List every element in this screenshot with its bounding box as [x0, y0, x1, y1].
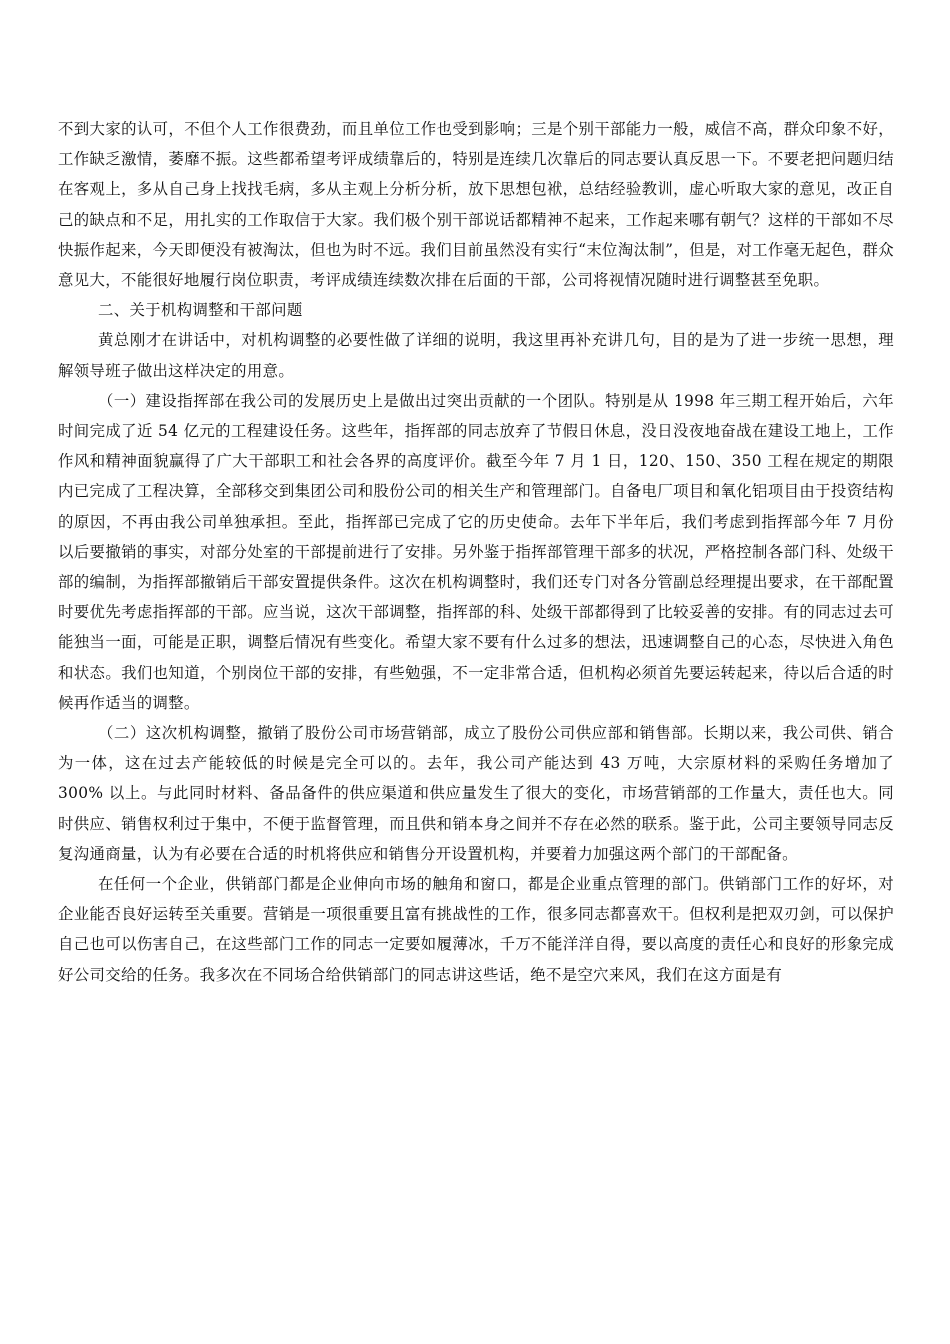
- paragraph-item-2: （二）这次机构调整，撤销了股份公司市场营销部，成立了股份公司供应部和销售部。长期以来，我公司供、销合为一体，这在过去产能较低的时候是完全可以的。去年，我公司产能达到 43 万吨，大宗原材料的采购任务增加了 300% 以上。与此同时材料、备品备件的供应渠道和供应量发生了很大的变化，市场营销部的工作量大，责任也大。同时供应、销售权利过于集中，不便于监督管理，而且供和销本身之间并不存在必然的联系。鉴于此，公司主要领导同志反复沟通商量，认为有必要在合适的时机将供应和销售分开设置机构，并要着力加强这两个部门的干部配备。: [58, 724, 894, 863]
- section-heading: 二、关于机构调整和干部问题: [98, 301, 303, 320]
- document-body: [58, 114, 894, 990]
- paragraph-item-1: （一）建设指挥部在我公司的发展历史上是做出过突出贡献的一个团队。特别是从 1998 年三期工程开始后，六年时间完成了近 54 亿元的工程建设任务。这些年，指挥部的同志放弃了节假日休息，没日没夜地奋战在建设工地上，工作作风和精神面貌赢得了广大干部职工和社会各界的高度评价。截至今年 7 月 1 日，120、150、350 工程在规定的期限内已完成了工程决算，全部移交到集团公司和股份公司的相关生产和管理部门。自备电厂项目和氧化铝项目由于投资结构的原因，不再由我公司单独承担。至此，指挥部已完成了它的历史使命。去年下半年后，我们考虑到指挥部今年 7 月份以后要撤销的事实，对部分处室的干部提前进行了安排。另外鉴于指挥部管理干部多的状况，严格控制各部门科、处级干部的编制，为指挥部撤销后干部安置提供条件。这次在机构调整时，我们还专门对各分管副总经理提出要求，在干部配置时要优先考虑指挥部的干部。应当说，这次干部调整，指挥部的科、处级干部都得到了比较妥善的安排。有的同志过去可能独当一面，可能是正职，调整后情况有些变化。希望大家不要有什么过多的想法，迅速调整自己的心态，尽快进入角色和状态。我们也知道，个别岗位干部的安排，有些勉强，不一定非常合适，但机构必须首先要运转起来，待以后合适的时候再作适当的调整。: [58, 391, 894, 712]
- paragraph-intro: 黄总刚才在讲话中，对机构调整的必要性做了详细的说明，我这里再补充讲几句，目的是为了进一步统一思想，理解领导班子做出这样决定的用意。: [58, 331, 894, 380]
- paragraph-continuation: 不到大家的认可，不但个人工作很费劲，而且单位工作也受到影响；三是个别干部能力一般，威信不高，群众印象不好，工作缺乏激情，萎靡不振。这些都希望考评成绩靠后的，特别是连续几次靠后的同志要认真反思一下。不要老把问题归结在客观上，多从自己身上找找毛病，多从主观上分析分析，放下思想包袱，总结经验教训，虚心听取大家的意见，改正自己的缺点和不足，用扎实的工作取信于大家。我们极个别干部说话都精神不起来，工作起来哪有朝气？这样的干部如不尽快振作起来，今天即便没有被淘汰，但也为时不远。我们目前虽然没有实行“末位淘汰制”，但是，对工作毫无起色，群众意见大，不能很好地履行岗位职责，考评成绩连续数次排在后面的干部，公司将视情况随时进行调整甚至免职。: [58, 120, 894, 290]
- paragraph-sales-departments: 在任何一个企业，供销部门都是企业伸向市场的触角和窗口，都是企业重点管理的部门。供销部门工作的好坏，对企业能否良好运转至关重要。营销是一项很重要且富有挑战性的工作，很多同志都喜欢干。但权利是把双刃剑，可以保护自己也可以伤害自己，在这些部门工作的同志一定要如履薄冰，千万不能洋洋自得，要以高度的责任心和良好的形象完成好公司交给的任务。我多次在不同场合给供销部门的同志讲这些话，绝不是空穴来风，我们在这方面是有: [58, 875, 894, 984]
